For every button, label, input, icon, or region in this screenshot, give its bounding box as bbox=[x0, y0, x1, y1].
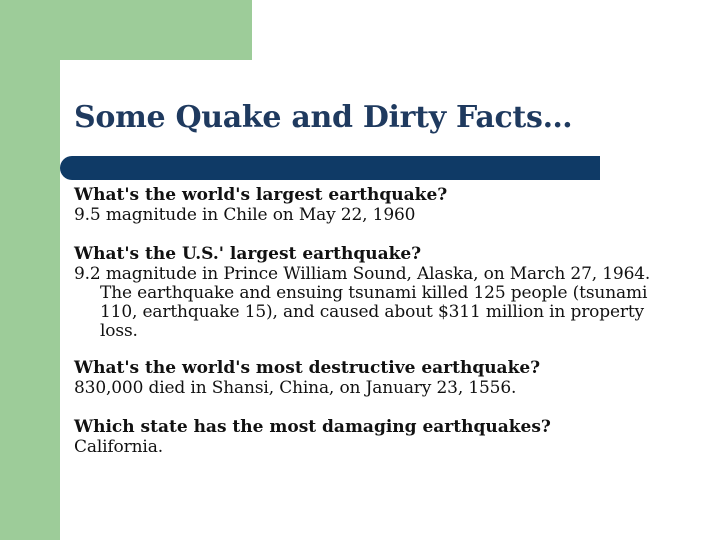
fact-question: What's the world's most destructive earthquake? bbox=[74, 358, 541, 378]
fact-answer: 830,000 died in Shansi, China, on January 23, 1556. bbox=[74, 378, 517, 398]
title-underline-bar bbox=[60, 156, 600, 180]
fact-answer: 9.5 magnitude in Chile on May 22, 1960 bbox=[74, 205, 416, 225]
fact-question: Which state has the most damaging earthquakes? bbox=[74, 417, 551, 437]
fact-question: What's the U.S.' largest earthquake? bbox=[74, 244, 422, 264]
fact-item bbox=[74, 184, 684, 225]
fact-item bbox=[74, 357, 684, 398]
fact-question: What's the world's largest earthquake? bbox=[74, 185, 448, 205]
fact-answer: 9.2 magnitude in Prince William Sound, Alaska, on March 27, 1964. The earthquake and ensuing tsunami killed 125 people (tsunami 110, earthquake 15), and caused about $311 million in property loss. bbox=[74, 264, 651, 341]
fact-answer: California. bbox=[74, 437, 163, 457]
decorative-side-band bbox=[0, 0, 60, 540]
fact-item bbox=[74, 416, 684, 457]
facts-list bbox=[74, 184, 684, 457]
decorative-top-band bbox=[0, 0, 252, 60]
slide-title: Some Quake and Dirty Facts… bbox=[74, 100, 573, 135]
fact-item bbox=[74, 243, 684, 341]
